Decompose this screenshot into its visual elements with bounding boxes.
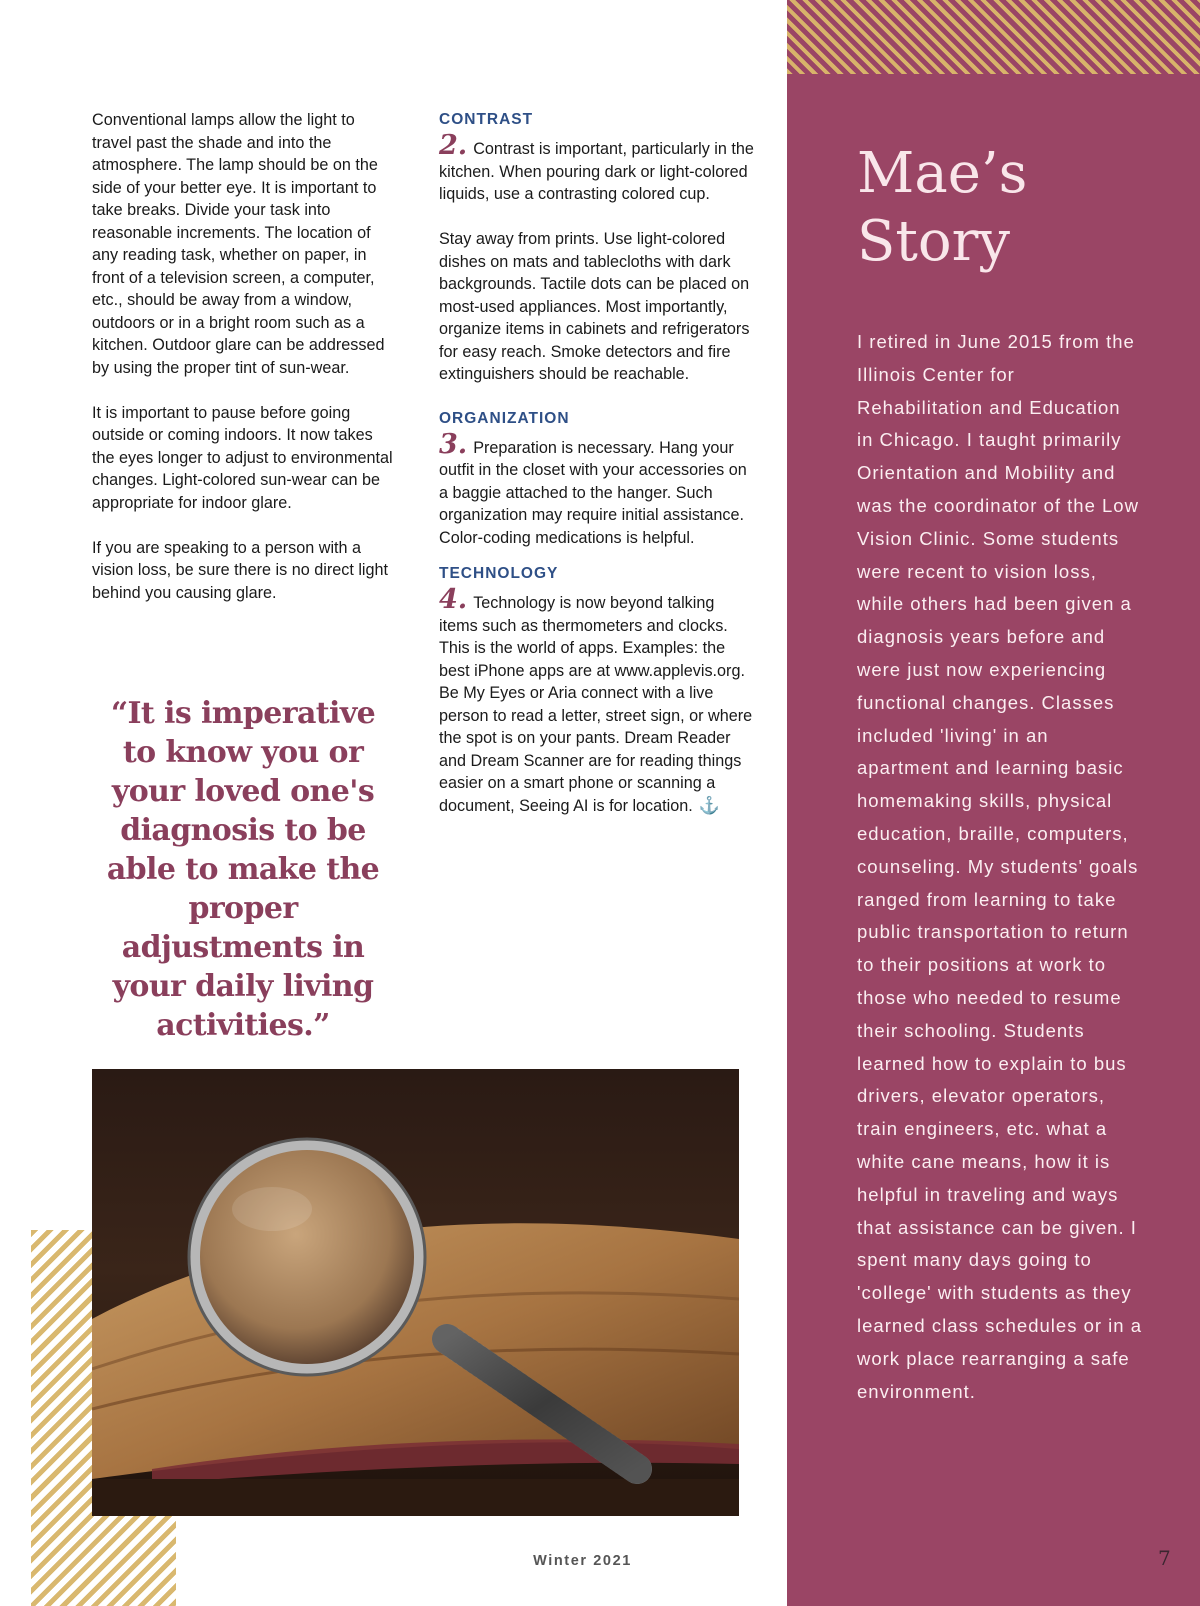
paragraph-speaking: If you are speaking to a person with a vision loss, be sure there is no direct light behind you causing glare.	[92, 538, 389, 602]
organization-text	[439, 428, 755, 550]
contrast-text-body: Contrast is important, particularly in the kitchen. When pouring dark or light-colored liquids, use a contrasting colored cup.	[439, 140, 754, 203]
number-3: 3.	[439, 428, 468, 460]
contrast-text-2: Stay away from prints. Use light-colored dishes on mats and tablecloths with dark backgrounds. Tactile dots can be placed on most-used appliances. Most importantly, organize items in cabinets and refrigerators for easy reach. Smoke detectors and fire extinguishers should be reachable.	[439, 230, 750, 383]
magnifying-glass-photo	[92, 1069, 739, 1516]
anchor-icon: ⚓	[698, 795, 720, 815]
section-organization	[439, 408, 755, 550]
pull-quote: “It is imperative to know you or your loved one's diagnosis to be able to make the proper adjustments in your daily living activities.”	[106, 696, 380, 1043]
heading-technology: TECHNOLOGY	[439, 565, 559, 582]
story-title-line1: Mae’s	[857, 141, 1028, 206]
section-technology	[439, 563, 755, 817]
paragraph-lamps: Conventional lamps allow the light to travel past the shade and into the atmosphere. The lamp should be on the side of your better eye. It is important to take breaks. Divide your task into reasonable increments. The location of any reading task, whether on paper, in front of a television screen, a computer, etc., should be away from a window, outdoors or in a bright room such as a kitchen. Outdoor glare can be addressed by using the proper tint of sun-wear.	[92, 111, 385, 377]
story-title	[857, 140, 1177, 276]
technology-text	[439, 584, 755, 817]
footer-issue: Winter 2021	[533, 1553, 632, 1569]
contrast-text	[439, 130, 755, 206]
paragraph-pause: It is important to pause before going outside or coming indoors. It now takes the eyes longer to adjust to environmental changes. Light-colored sun-wear can be appropriate for indoor glare.	[92, 403, 393, 512]
number-2: 2.	[439, 130, 468, 161]
section-contrast	[439, 109, 755, 386]
sidebar-stripe-band	[787, 0, 1200, 74]
story-body: I retired in June 2015 from the Illinois Center for Rehabilitation and Education in Chicago. I taught primarily Orientation and Mobility and was the coordinator of the Low Vision Clinic. Some students were recent to vision loss, while others had been given a diagnosis years before and were just now experiencing functional changes. Classes included 'living' in an apartment and learning basic homemaking skills, physical education, braille, computers, counseling. My students' goals ranged from learning to take public transportation to return to their positions at work to those who needed to resume their schooling. Students learned how to explain to bus drivers, elevator operators, train engineers, etc. what a white cane means, how it is helpful in traveling and ways that assistance can be given. I spent many days going to 'college' with students as they learned class schedules or in a work place rearranging a safe environment.	[857, 331, 1143, 1402]
number-4: 4.	[439, 584, 468, 615]
story-title-line2: Story	[857, 209, 1010, 274]
column-two	[439, 109, 755, 817]
heading-organization: ORGANIZATION	[439, 409, 570, 427]
story-sidebar	[787, 0, 1200, 1606]
magnifying-glass-on-book-icon	[92, 1069, 739, 1516]
page-number: 7	[1158, 1546, 1171, 1570]
heading-contrast: CONTRAST	[439, 111, 534, 128]
organization-text-body: Preparation is necessary. Hang your outfit in the closet with your accessories on a baggie attached to the hanger. Such organization may require initial assistance. Color-coding medications is helpful.	[439, 438, 747, 547]
column-one	[92, 109, 397, 627]
technology-text-body: Technology is now beyond talking items such as thermometers and clocks. This is the world of apps. Examples: the best iPhone apps are at www.applevis.org. Be My Eyes or Aria connect with a live person to read a letter, street sign, or where the spot is on your pants. Dream Reader and Dream Scanner are for reading things easier on a smart phone or scanning a document, Seeing AI is for location.	[439, 594, 753, 815]
